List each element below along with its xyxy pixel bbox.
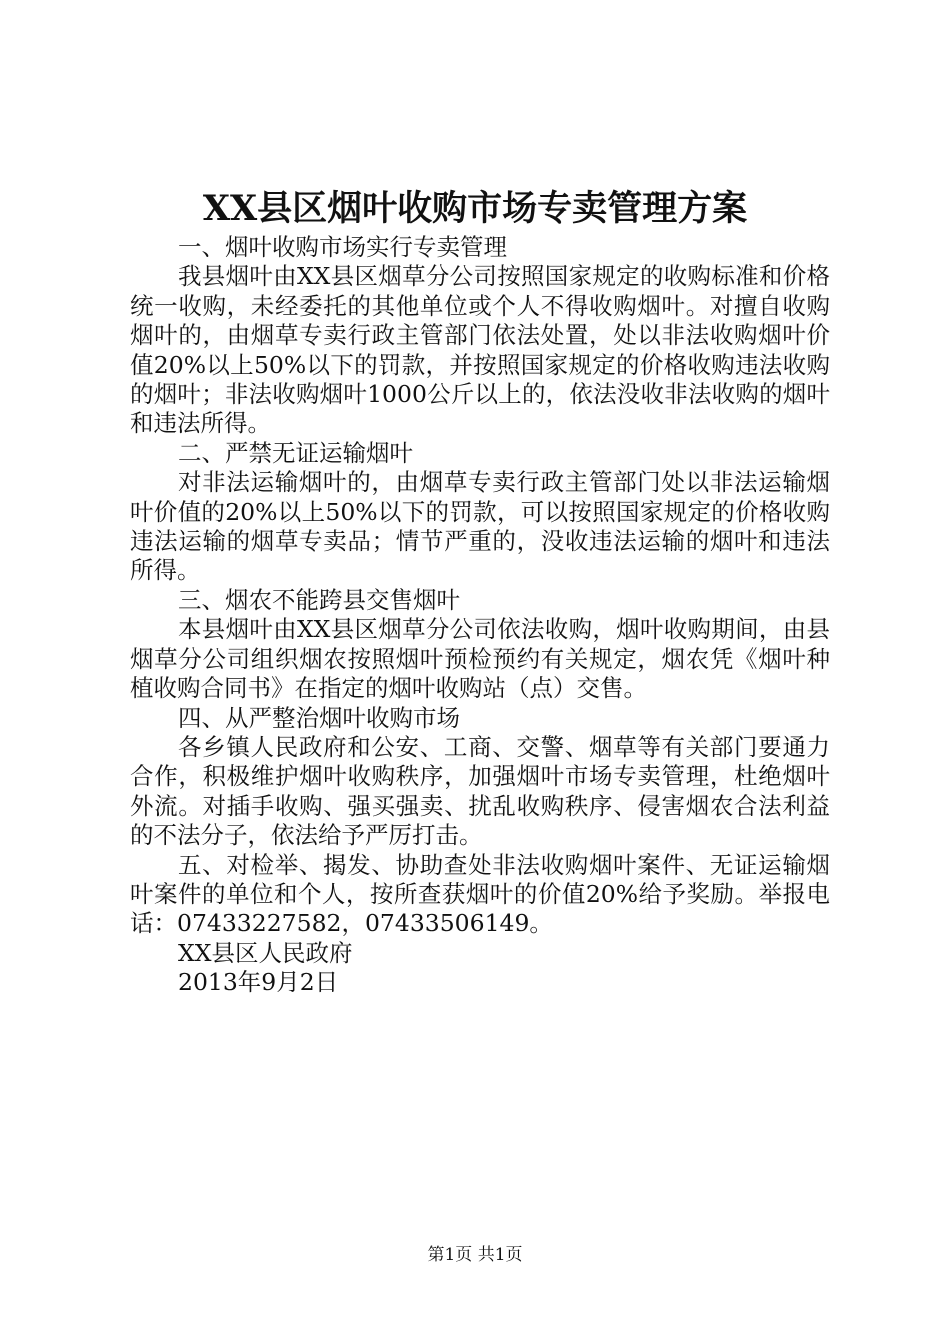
signature-date: 2013年9月2日 bbox=[178, 968, 339, 997]
section-heading-1: 一、烟叶收购市场实行专卖管理 bbox=[178, 233, 507, 261]
document-body bbox=[130, 233, 830, 998]
section-paragraph-3: 本县烟叶由XX县区烟草分公司依法收购，烟叶收购期间，由县烟草分公司组织烟农按照烟叶预检预约有关规定，烟农凭《烟叶种植收购合同书》在指定的烟叶收购站（点）交售。 bbox=[130, 615, 830, 703]
document-title: XX县区烟叶收购市场专卖管理方案 bbox=[202, 188, 748, 229]
section-heading-3: 三、烟农不能跨县交售烟叶 bbox=[178, 585, 460, 614]
section-paragraph-1: 我县烟叶由XX县区烟草分公司按照国家规定的收购标准和价格统一收购，未经委托的其他单位或个人不得收购烟叶。对擅自收购烟叶的，由烟草专卖行政主管部门依法处置，处以非法收购烟叶价值20%以上50%以下的罚款，并按照国家规定的价格收购违法收购的烟叶；非法收购烟叶1000公斤以上的，依法没收非法收购的烟叶和违法所得。 bbox=[130, 262, 830, 438]
signature-issuer: XX县区人民政府 bbox=[178, 938, 353, 967]
section-paragraph-4: 各乡镇人民政府和公安、工商、交警、烟草等有关部门要通力合作，积极维护烟叶收购秩序，加强烟叶市场专卖管理，杜绝烟叶外流。对插手收购、强买强卖、扰乱收购秩序、侵害烟农合法利益的不法分子，依法给予严厉打击。 bbox=[130, 732, 830, 850]
section-paragraph-2: 对非法运输烟叶的，由烟草专卖行政主管部门处以非法运输烟叶价值的20%以上50%以下的罚款，可以按照国家规定的价格收购违法运输的烟草专卖品；情节严重的，没收违法运输的烟叶和违法所得。 bbox=[130, 468, 830, 585]
section-paragraph-5: 五、对检举、揭发、协助查处非法收购烟叶案件、无证运输烟叶案件的单位和个人，按所查获烟叶的价值20%给予奖励。举报电话：07433227582，07433506149。 bbox=[130, 850, 830, 938]
page-footer: 第1页 共1页 bbox=[427, 1245, 523, 1265]
section-heading-4: 四、从严整治烟叶收购市场 bbox=[178, 703, 460, 732]
section-heading-2: 二、严禁无证运输烟叶 bbox=[178, 438, 413, 467]
